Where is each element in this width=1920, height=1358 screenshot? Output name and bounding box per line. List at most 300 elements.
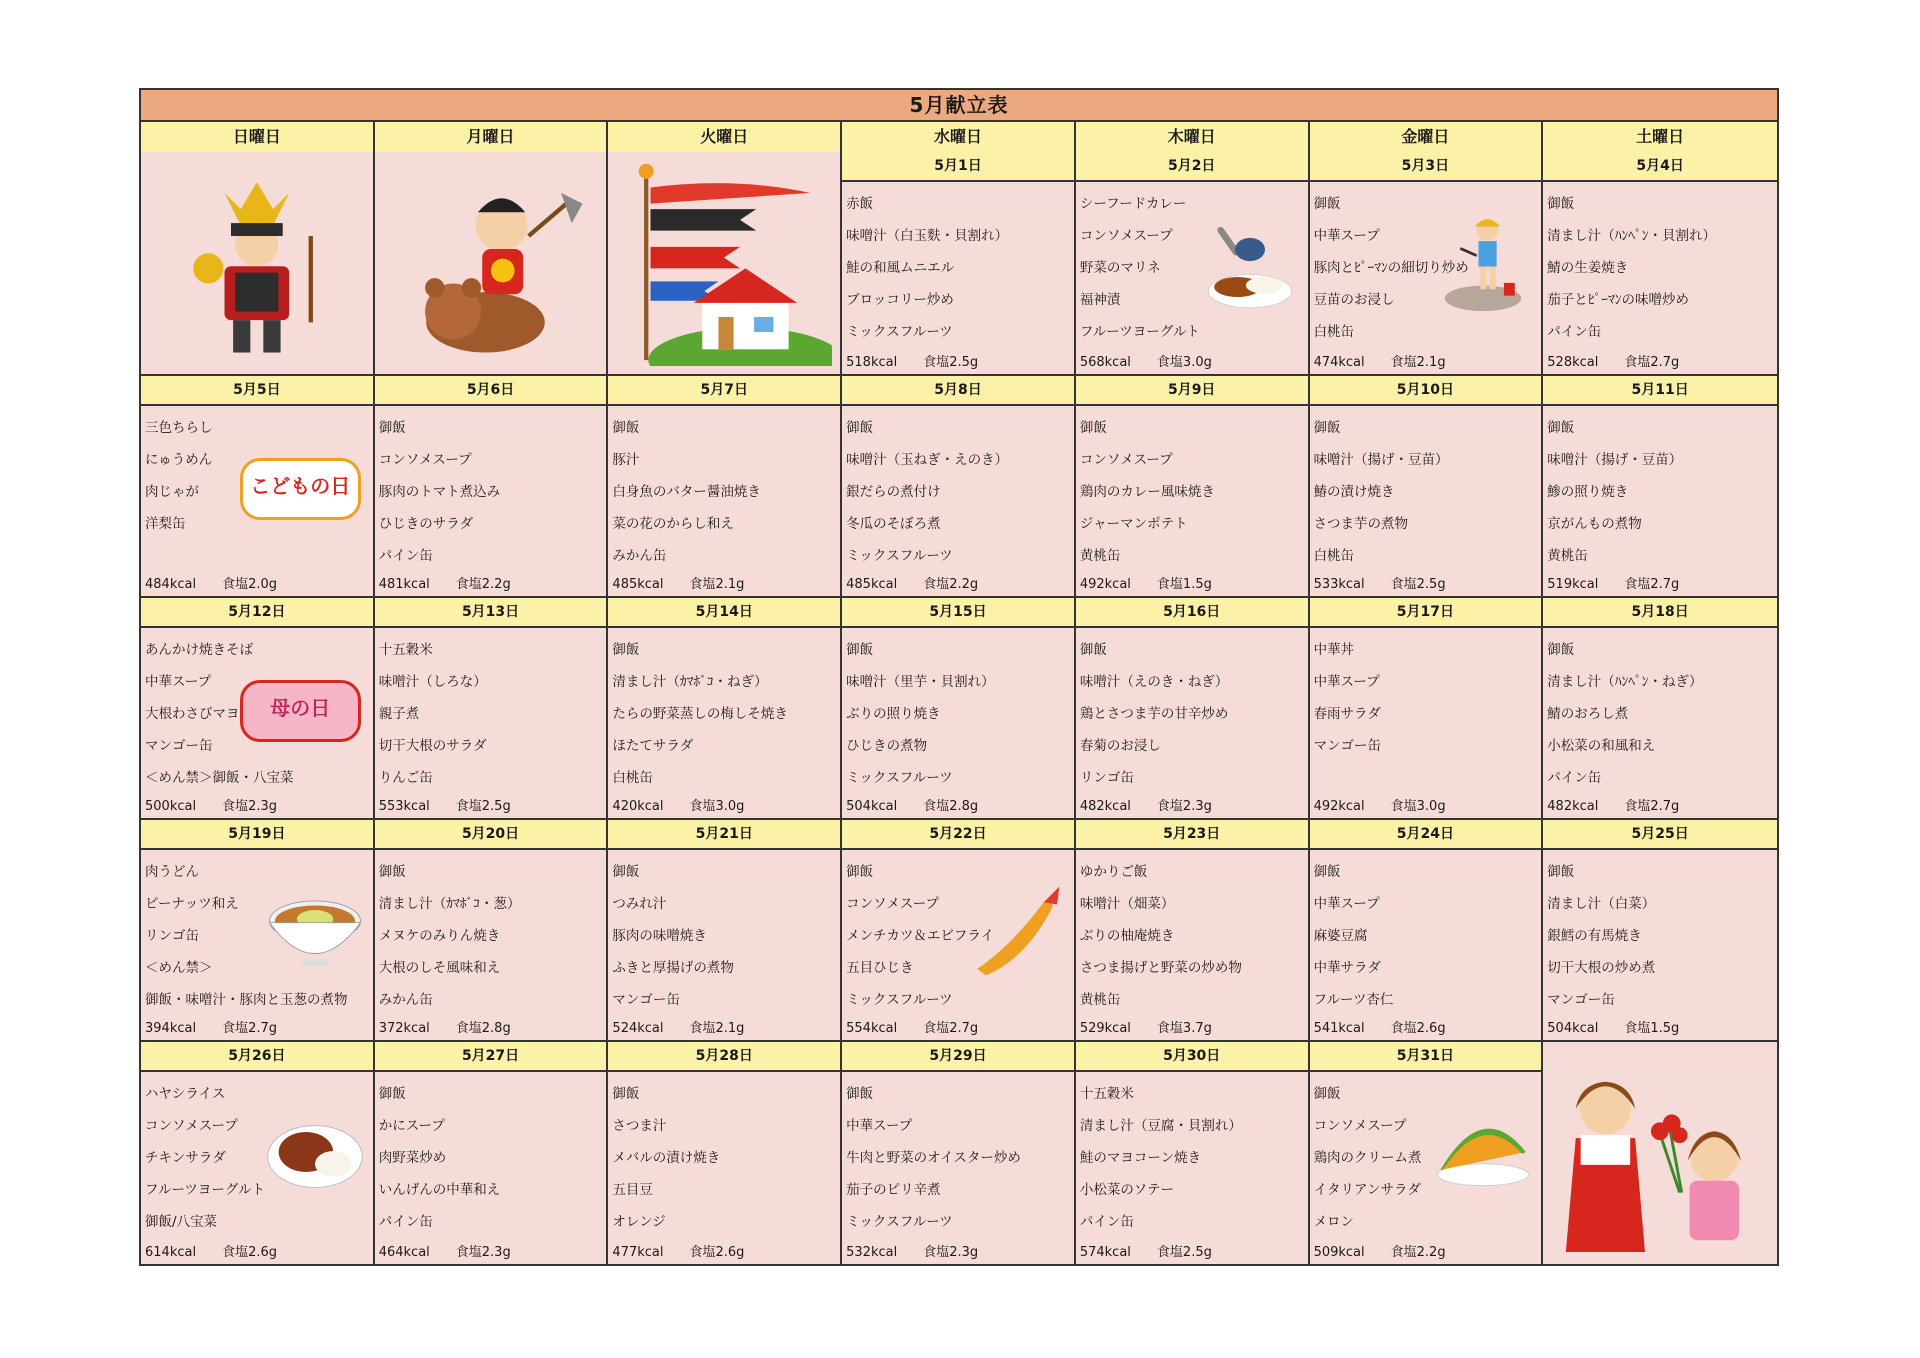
- calories: 528kcal: [1547, 355, 1599, 370]
- menu-item: ＜めん禁＞: [145, 960, 213, 976]
- menu-item: 肉じゃが: [145, 484, 199, 500]
- menu-item: 味噌汁（里芋・貝割れ）: [846, 674, 995, 690]
- date-label: 5月14日: [608, 598, 840, 628]
- calories: 394kcal: [145, 1021, 197, 1036]
- menu-item: さつま汁: [612, 1118, 667, 1134]
- menu-item: 御飯: [1313, 864, 1341, 880]
- calories: 529kcal: [1079, 1021, 1131, 1036]
- nutrition-line: [1314, 1017, 1472, 1036]
- menu-item: 鯖の生姜焼き: [1547, 260, 1629, 276]
- udon-bowl-illustration: [265, 880, 365, 980]
- calories: 500kcal: [145, 799, 197, 814]
- salt: 食塩2.7g: [1624, 799, 1680, 814]
- date-label: 5月13日: [375, 598, 607, 628]
- menu-items: [1543, 628, 1777, 794]
- salt: 食塩3.0g: [1390, 799, 1446, 814]
- calendar-week: [141, 598, 1777, 820]
- illustration-cell: [608, 152, 842, 376]
- menu-item: コンソメスープ: [145, 1118, 238, 1134]
- salt: 食塩2.5g: [923, 355, 979, 370]
- menu-item: 豚肉の味噌焼き: [612, 928, 707, 944]
- menu-item: 御飯: [1313, 420, 1341, 436]
- calories: 541kcal: [1313, 1021, 1365, 1036]
- menu-item: 十五穀米: [378, 642, 433, 658]
- menu-item: 味噌汁（えのき・ねぎ）: [1079, 674, 1229, 690]
- menu-item: コンソメスープ: [1313, 1118, 1407, 1134]
- menu-item: 春雨サラダ: [1313, 706, 1381, 722]
- calories: 372kcal: [378, 1021, 430, 1036]
- nutrition-line: [846, 1017, 1004, 1036]
- salt: 食塩2.7g: [923, 1021, 979, 1036]
- menu-item: 御飯: [612, 1086, 640, 1102]
- menu-item: 鮭のマヨコーン焼き: [1079, 1150, 1202, 1166]
- date-label: 5月22日: [842, 820, 1074, 850]
- calories: 482kcal: [1079, 799, 1131, 814]
- mother-daughter-carnations-illustration: [1551, 1050, 1769, 1256]
- date-label: 5月15日: [842, 598, 1074, 628]
- menu-item: 豆苗のお浸し: [1313, 292, 1395, 308]
- nutrition-line: [1314, 573, 1472, 592]
- melon-slice-illustration: [1433, 1102, 1533, 1202]
- date-label: 5月21日: [608, 820, 840, 850]
- calories: 464kcal: [378, 1245, 430, 1260]
- nutrition-line: [1314, 1241, 1472, 1260]
- menu-item: つみれ汁: [612, 896, 667, 912]
- day-cell: [608, 1042, 842, 1264]
- date-label: 5月11日: [1543, 376, 1777, 406]
- menu-item: たらの野菜蒸しの梅しそ焼き: [612, 706, 788, 722]
- menu-item: 中華スープ: [1313, 228, 1380, 244]
- date-label: 5月20日: [375, 820, 607, 850]
- menu-item: 大根のしそ風味和え: [378, 960, 501, 976]
- calories: 485kcal: [846, 577, 898, 592]
- dow-saturday: 土曜日: [1543, 122, 1777, 154]
- calendar-week: [141, 820, 1777, 1042]
- day-cell: [375, 376, 609, 598]
- date-label: 5月18日: [1543, 598, 1777, 628]
- nutrition-line: [846, 1241, 1004, 1260]
- samurai-armor-doll-illustration: [149, 160, 365, 366]
- salt: 食塩2.8g: [923, 799, 979, 814]
- date-label: 5月31日: [1310, 1042, 1542, 1072]
- menu-item: 清まし汁（ｶﾏﾎﾞｺ・ねぎ）: [612, 674, 768, 690]
- nutrition-line: [612, 1017, 770, 1036]
- menu-item: 切干大根のサラダ: [378, 738, 487, 754]
- child-in-sandbox-illustration: [1433, 212, 1533, 312]
- nutrition-line: [379, 1017, 537, 1036]
- salt: 食塩1.5g: [1624, 1021, 1680, 1036]
- menu-item: にゅうめん: [145, 452, 213, 468]
- calories: 519kcal: [1547, 577, 1599, 592]
- menu-item: 御飯: [378, 864, 406, 880]
- menu-items: [842, 182, 1074, 348]
- hayashi-rice-illustration: [265, 1102, 365, 1202]
- menu-item: 白桃缶: [1313, 548, 1355, 564]
- nutrition-line: [612, 795, 770, 814]
- date-label: 5月4日: [1543, 152, 1777, 182]
- calories: 485kcal: [612, 577, 664, 592]
- menu-item: いんげんの中華和え: [378, 1182, 501, 1198]
- salt: 食塩2.7g: [1624, 355, 1680, 370]
- day-cell: [141, 376, 375, 598]
- menu-items: [608, 406, 840, 572]
- menu-item: 御飯: [1547, 642, 1575, 658]
- menu-item: 鶏肉のクリーム煮: [1313, 1150, 1422, 1166]
- menu-item: 豚肉とﾋﾟｰﾏﾝの細切り炒め: [1313, 260, 1469, 276]
- date-label: 5月6日: [375, 376, 607, 406]
- menu-items: [608, 1072, 840, 1238]
- menu-item: フルーツヨーグルト: [1079, 324, 1200, 340]
- nutrition-line: [145, 1017, 303, 1036]
- menu-item: さつま揚げと野菜の炒め物: [1079, 960, 1242, 976]
- nutrition-line: [1080, 1017, 1238, 1036]
- date-label: 5月17日: [1310, 598, 1542, 628]
- menu-items: [1076, 850, 1308, 1016]
- menu-items: [608, 628, 840, 794]
- menu-item: 銀鱈の有馬焼き: [1547, 928, 1642, 944]
- menu-item: 中華サラダ: [1313, 960, 1381, 976]
- menu-item: 豚肉のトマト煮込み: [378, 484, 501, 500]
- menu-items: [842, 1072, 1074, 1238]
- menu-item: ひじきの煮物: [846, 738, 928, 754]
- day-cell: [141, 1042, 375, 1264]
- menu-item: ぶりの柚庵焼き: [1079, 928, 1175, 944]
- menu-item: マンゴー缶: [145, 738, 213, 754]
- day-cell: [842, 598, 1076, 820]
- menu-item: 肉うどん: [145, 864, 199, 880]
- menu-items: [842, 628, 1074, 794]
- calories: 492kcal: [1079, 577, 1131, 592]
- calories: 484kcal: [145, 577, 197, 592]
- nutrition-line: [612, 573, 770, 592]
- dow-friday: 金曜日: [1310, 122, 1544, 154]
- nutrition-line: [145, 795, 303, 814]
- nutrition-line: [1547, 351, 1705, 370]
- salt: 食塩2.6g: [689, 1245, 745, 1260]
- salt: 食塩2.3g: [222, 799, 278, 814]
- menu-item: マンゴー缶: [1547, 992, 1615, 1008]
- menu-item: 春菊のお浸し: [1079, 738, 1161, 754]
- date-label: 5月27日: [375, 1042, 607, 1072]
- nutrition-line: [1080, 1241, 1238, 1260]
- nutrition-line: [145, 1241, 303, 1260]
- day-cell: [1543, 820, 1777, 1042]
- menu-item: ミックスフルーツ: [846, 548, 953, 564]
- nutrition-line: [1547, 573, 1705, 592]
- day-cell: [842, 1042, 1076, 1264]
- menu-item: 赤飯: [846, 196, 874, 212]
- calories: 532kcal: [846, 1245, 898, 1260]
- menu-item: ブロッコリー炒め: [846, 292, 954, 308]
- menu-item: 黄桃缶: [1079, 548, 1121, 564]
- day-cell: [375, 1042, 609, 1264]
- menu-item: ＜めん禁＞御飯・八宝菜: [145, 770, 294, 786]
- nutrition-line: [1547, 1017, 1705, 1036]
- menu-item: 銀だらの煮付け: [846, 484, 941, 500]
- day-cell: [141, 820, 375, 1042]
- menu-items: [375, 628, 607, 794]
- menu-item: 清まし汁（ｶﾏﾎﾞｺ・葱）: [378, 896, 521, 912]
- menu-item: リンゴ缶: [145, 928, 199, 944]
- salt: 食塩2.8g: [455, 1021, 511, 1036]
- date-label: 5月8日: [842, 376, 1074, 406]
- menu-item: 福神漬: [1079, 292, 1121, 308]
- menu-item: 御飯・味噌汁・豚肉と玉葱の煮物: [145, 992, 348, 1008]
- calories: 524kcal: [612, 1021, 664, 1036]
- salt: 食塩2.1g: [689, 577, 745, 592]
- menu-item: 鶏とさつま芋の甘辛炒め: [1079, 706, 1229, 722]
- date-label: 5月19日: [141, 820, 373, 850]
- calories: 614kcal: [145, 1245, 197, 1260]
- menu-item: リンゴ缶: [1079, 770, 1134, 786]
- day-cell: [842, 376, 1076, 598]
- menu-item: 御飯: [612, 420, 640, 436]
- menu-item: ミックスフルーツ: [846, 1214, 953, 1230]
- menu-item: 黄桃缶: [1079, 992, 1121, 1008]
- illustration-cell: [1543, 1042, 1777, 1264]
- calories: 420kcal: [612, 799, 664, 814]
- menu-item: 麻婆豆腐: [1313, 928, 1368, 944]
- day-cell: [1310, 376, 1544, 598]
- menu-item: メロン: [1313, 1214, 1355, 1230]
- menu-item: メヌケのみりん焼き: [378, 928, 501, 944]
- menu-item: ジャーマンポテト: [1079, 516, 1188, 532]
- menu-item: 中華丼: [1313, 642, 1355, 658]
- menu-item: 味噌汁（白玉麩・貝割れ）: [846, 228, 1009, 244]
- calories: 482kcal: [1547, 799, 1599, 814]
- date-label: 5月24日: [1310, 820, 1542, 850]
- menu-item: 御飯: [612, 864, 640, 880]
- salt: 食塩2.1g: [1390, 355, 1446, 370]
- salt: 食塩2.3g: [923, 1245, 979, 1260]
- menu-item: 御飯: [1547, 864, 1575, 880]
- holiday-badge: 母の日: [240, 680, 361, 742]
- date-label: 5月30日: [1076, 1042, 1308, 1072]
- menu-item: 中華スープ: [846, 1118, 913, 1134]
- menu-item: コンソメスープ: [1079, 452, 1173, 468]
- menu-item: ピーナッツ和え: [145, 896, 239, 912]
- calories: 481kcal: [378, 577, 430, 592]
- day-cell: [141, 598, 375, 820]
- menu-item: 茄子とﾋﾟｰﾏﾝの味噌炒め: [1547, 292, 1690, 308]
- menu-item: 菜の花のからし和え: [612, 516, 734, 532]
- salt: 食塩2.3g: [1156, 799, 1212, 814]
- day-cell: [375, 820, 609, 1042]
- calories: 504kcal: [1547, 1021, 1599, 1036]
- menu-item: 御飯: [1547, 196, 1575, 212]
- fried-shrimp-illustration: [966, 880, 1066, 980]
- menu-item: 切干大根の炒め煮: [1547, 960, 1656, 976]
- date-label: 5月26日: [141, 1042, 373, 1072]
- menu-item: イタリアンサラダ: [1313, 1182, 1421, 1198]
- day-cell: [842, 820, 1076, 1042]
- nutrition-line: [145, 573, 303, 592]
- nutrition-line: [1547, 795, 1705, 814]
- nutrition-line: [612, 1241, 770, 1260]
- menu-item: 肉野菜炒め: [378, 1150, 447, 1166]
- menu-item: 御飯: [1313, 1086, 1341, 1102]
- menu-item: ミックスフルーツ: [846, 324, 953, 340]
- date-label: 5月25日: [1543, 820, 1777, 850]
- date-label: 5月7日: [608, 376, 840, 406]
- day-cell: [375, 598, 609, 820]
- menu-item: 五目豆: [612, 1182, 653, 1198]
- menu-item: フルーツヨーグルト: [145, 1182, 266, 1198]
- menu-item: 京がんもの煮物: [1547, 516, 1642, 532]
- date-label: 5月9日: [1076, 376, 1308, 406]
- menu-item: 味噌汁（揚げ・豆苗）: [1547, 452, 1683, 468]
- salt: 食塩2.2g: [1390, 1245, 1446, 1260]
- menu-item: メンチカツ＆エビフライ: [846, 928, 994, 944]
- calories: 574kcal: [1079, 1245, 1131, 1260]
- menu-item: 十五穀米: [1079, 1086, 1134, 1102]
- menu-item: 鯵の照り焼き: [1547, 484, 1629, 500]
- menu-item: 御飯: [378, 1086, 406, 1102]
- menu-item: 御飯: [846, 420, 874, 436]
- calories: 492kcal: [1313, 799, 1365, 814]
- menu-items: [1310, 628, 1542, 762]
- menu-item: 味噌汁（揚げ・豆苗）: [1313, 452, 1449, 468]
- menu-items: [375, 850, 607, 1016]
- menu-item: 御飯: [1313, 196, 1341, 212]
- salt: 食塩2.5g: [1390, 577, 1446, 592]
- calories: 474kcal: [1313, 355, 1365, 370]
- menu-items: [375, 1072, 607, 1238]
- menu-item: ハヤシライス: [145, 1086, 226, 1102]
- menu-item: 親子煮: [378, 706, 420, 722]
- menu-item: りんご缶: [378, 770, 433, 786]
- nutrition-line: [1314, 795, 1472, 814]
- menu-item: 御飯: [1079, 642, 1107, 658]
- day-cell: [608, 376, 842, 598]
- menu-items: [842, 406, 1074, 572]
- date-label: 5月29日: [842, 1042, 1074, 1072]
- menu-item: マンゴー缶: [1313, 738, 1382, 754]
- menu-item: かにスープ: [378, 1118, 445, 1134]
- curry-rice-illustration: [1200, 212, 1300, 312]
- calories: 554kcal: [846, 1021, 898, 1036]
- date-label: 5月1日: [842, 152, 1074, 182]
- illustration-cell: [375, 152, 609, 376]
- nutrition-line: [379, 573, 537, 592]
- calendar-grid: [141, 152, 1777, 1264]
- day-cell: [608, 598, 842, 820]
- menu-item: 黄桃缶: [1547, 548, 1588, 564]
- calories: 533kcal: [1313, 577, 1365, 592]
- dow-tuesday: 火曜日: [608, 122, 842, 154]
- date-label: 5月5日: [141, 376, 373, 406]
- menu-item: 大根わさびマヨ: [145, 706, 240, 722]
- menu-item: 清まし汁（ﾊﾝﾍﾟﾝ・貝割れ）: [1547, 228, 1717, 244]
- menu-item: 白桃缶: [612, 770, 653, 786]
- menu-item: 御飯: [846, 864, 874, 880]
- menu-item: 五目ひじき: [846, 960, 914, 976]
- menu-items: [1543, 182, 1777, 348]
- menu-item: 洋梨缶: [145, 516, 186, 532]
- menu-item: オレンジ: [612, 1214, 666, 1230]
- menu-item: 白桃缶: [1313, 324, 1355, 340]
- salt: 食塩3.0g: [1156, 355, 1212, 370]
- menu-item: 御飯: [846, 642, 874, 658]
- salt: 食塩2.6g: [222, 1245, 278, 1260]
- menu-item: 牛肉と野菜のオイスター炒め: [846, 1150, 1021, 1166]
- menu-item: ゆかりご飯: [1079, 864, 1148, 880]
- menu-items: [1076, 1072, 1308, 1238]
- menu-table: [139, 88, 1779, 1266]
- dow-thursday: 木曜日: [1076, 122, 1310, 154]
- calendar-week: [141, 1042, 1777, 1264]
- menu-item: 野菜のマリネ: [1079, 260, 1161, 276]
- salt: 食塩2.0g: [222, 577, 278, 592]
- menu-items: [1076, 628, 1308, 794]
- menu-item: シーフードカレー: [1079, 196, 1187, 212]
- menu-item: 冬瓜のそぼろ煮: [846, 516, 941, 532]
- menu-item: ふきと厚揚げの煮物: [612, 960, 734, 976]
- nutrition-line: [379, 1241, 537, 1260]
- menu-item: ひじきのサラダ: [378, 516, 474, 532]
- menu-item: 鮭の和風ムニエル: [846, 260, 955, 276]
- date-label: 5月23日: [1076, 820, 1308, 850]
- salt: 食塩2.3g: [455, 1245, 511, 1260]
- menu-item: 御飯: [612, 642, 640, 658]
- calories: 509kcal: [1313, 1245, 1365, 1260]
- day-cell: [1076, 376, 1310, 598]
- day-cell: [1310, 598, 1544, 820]
- menu-item: 御飯: [1079, 420, 1107, 436]
- menu-item: ほたてサラダ: [612, 738, 694, 754]
- menu-item: 白身魚のバター醤油焼き: [612, 484, 761, 500]
- menu-item: メバルの漬け焼き: [612, 1150, 721, 1166]
- menu-item: パイン缶: [378, 1214, 433, 1230]
- date-label: 5月12日: [141, 598, 373, 628]
- salt: 食塩2.5g: [1156, 1245, 1212, 1260]
- date-label: 5月16日: [1076, 598, 1308, 628]
- day-cell: [1310, 152, 1544, 376]
- dow-wednesday: 水曜日: [842, 122, 1076, 154]
- nutrition-line: [1080, 351, 1238, 370]
- salt: 食塩3.7g: [1156, 1021, 1212, 1036]
- salt: 食塩2.2g: [923, 577, 979, 592]
- salt: 食塩1.5g: [1156, 577, 1212, 592]
- menu-item: 味噌汁（しろな）: [378, 674, 487, 690]
- day-of-week-header: [141, 122, 1777, 152]
- kintaro-on-bear-illustration: [383, 160, 599, 366]
- menu-item: 御飯: [846, 1086, 874, 1102]
- menu-item: 清まし汁（白菜）: [1547, 896, 1656, 912]
- menu-item: 三色ちらし: [145, 420, 213, 436]
- menu-item: 鶏肉のカレー風味焼き: [1079, 484, 1215, 500]
- menu-item: さつま芋の煮物: [1313, 516, 1409, 532]
- salt: 食塩2.7g: [1624, 577, 1680, 592]
- menu-item: フルーツ杏仁: [1313, 992, 1394, 1008]
- salt: 食塩2.5g: [455, 799, 511, 814]
- nutrition-line: [1314, 351, 1472, 370]
- koinobori-house-illustration: [616, 160, 832, 366]
- menu-items: [1310, 406, 1542, 572]
- date-label: 5月10日: [1310, 376, 1542, 406]
- menu-item: パイン缶: [1079, 1214, 1134, 1230]
- menu-item: コンソメスープ: [846, 896, 940, 912]
- menu-item: チキンサラダ: [145, 1150, 226, 1166]
- day-cell: [1310, 1042, 1544, 1264]
- menu-item: マンゴー缶: [612, 992, 680, 1008]
- dow-sunday: 日曜日: [141, 122, 375, 154]
- day-cell: [1543, 376, 1777, 598]
- nutrition-line: [846, 351, 1004, 370]
- menu-item: コンソメスープ: [1079, 228, 1173, 244]
- date-label: 5月2日: [1076, 152, 1308, 182]
- day-cell: [1076, 152, 1310, 376]
